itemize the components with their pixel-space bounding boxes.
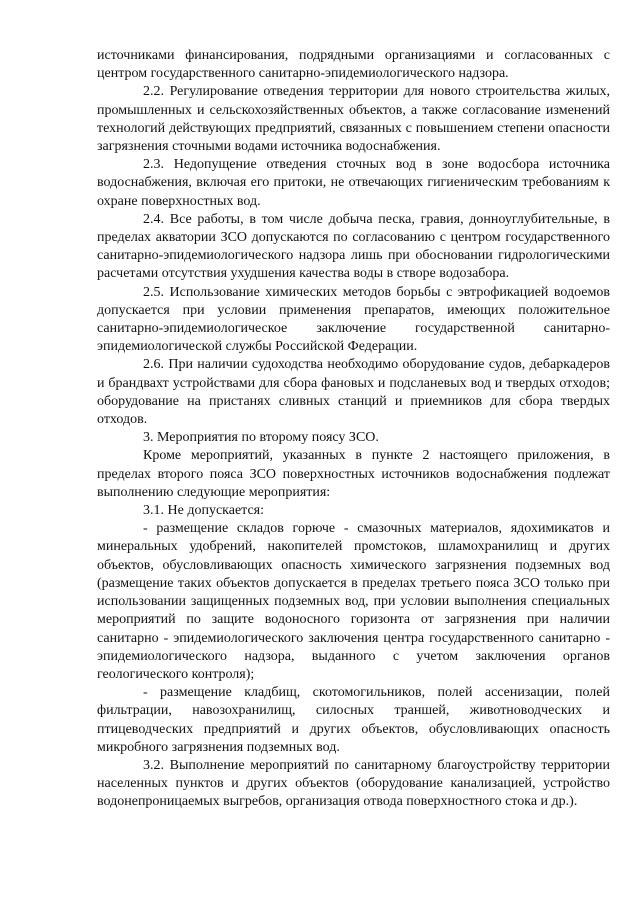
- paragraph-section-3-intro: Кроме мероприятий, указанных в пункте 2 настоящего приложения, в пределах второго пояса ЗСО поверхностных источников водоснабжения подлежат выполнению следующие мероприятия:: [97, 448, 610, 500]
- list-item-chemical-pollution: - размещение складов горюче - смазочных материалов, ядохимикатов и минеральных удобрений, накопителей промстоков, шламохранилищ и других объектов, обусловливающих опасность химического загрязнения подземных вод (размещение таких объектов допускается в пределах третьего пояса ЗСО только при использовании защищенных подземных вод, при условии выполнения специальных мероприятий по защите водоносного горизонта от загрязнения при наличии санитарно - эпидемиологического заключения центра государственного санитарно - эпидемиологического надзора, выданного с учетом заключения органов геологического контроля);: [97, 521, 610, 682]
- paragraph-3-2: 3.2. Выполнение мероприятий по санитарному благоустройству территории населенных пунктов и других объектов (оборудование канализацией, устройство водонепроницаемых выгребов, организация отвода поверхностного стока и др.).: [97, 757, 610, 810]
- section-3-heading: 3. Мероприятия по второму поясу ЗСО.: [143, 430, 379, 446]
- paragraph-3-1: 3.1. Не допускается:: [143, 503, 265, 519]
- paragraph-2-4: 2.4. Все работы, в том числе добыча песка, гравия, донноуглубительные, в пределах акватории ЗСО допускаются по согласованию с центром государственного санитарно-эпидемиологического надзора лишь при обосновании гидрологическими расчетами отсутствия ухудшения качества воды в створе водозабора.: [97, 211, 610, 282]
- list-item-microbial-pollution: - размещение кладбищ, скотомогильников, полей ассенизации, полей фильтрации, навозохранилищ, силосных траншей, животноводческих и птицеводческих предприятий и других объектов, обусловливающих опасность микробного загрязнения подземных вод.: [97, 685, 610, 755]
- paragraph-2-2: 2.2. Регулирование отведения территории для нового строительства жилых, промышленных и сельскохозяйственных объектов, а также согласование изменений технологий действующих предприятий, связанных с повышением степени опасности загрязнения сточными водами источника водоснабжения.: [97, 84, 610, 155]
- paragraph-continuation: источниками финансирования, подрядными организациями и согласованных с центром государственного санитарно-эпидемиологического надзора.: [97, 48, 610, 82]
- paragraph-2-3: 2.3. Недопущение отведения сточных вод в зоне водосбора источника водоснабжения, включая его притоки, не отвечающих гигиеническим требованиям к охране поверхностных вод.: [97, 157, 610, 209]
- paragraph-2-6: 2.6. При наличии судоходства необходимо оборудование судов, дебаркадеров и брандвахт устройствами для сбора фановых и подсланевых вод и твердых отходов; оборудование на пристанях сливных станций и приемников для сбора твердых отходов.: [97, 357, 610, 428]
- paragraph-2-5: 2.5. Использование химических методов борьбы с эвтрофикацией водоемов допускается при условии применения препаратов, имеющих положительное санитарно-эпидемиологическое заключение государственной санитарно-эпидемиологической службы Российской Федерации.: [97, 284, 610, 355]
